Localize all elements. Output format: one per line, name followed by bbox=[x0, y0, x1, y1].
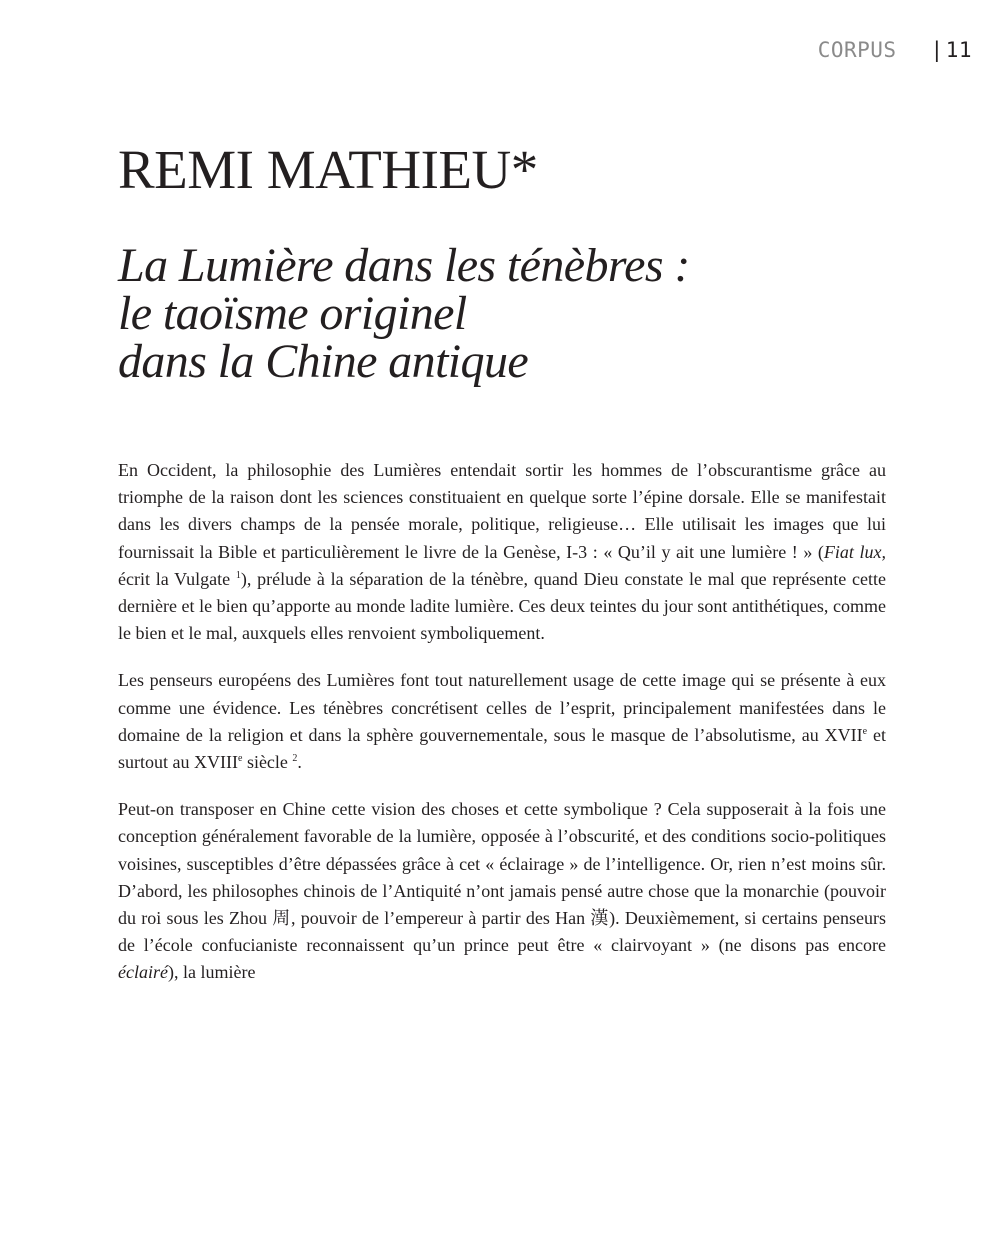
text-run: ), prélude à la séparation de la ténèbre, quand Dieu constate le mal que représente cette dernière et le bien qu’apporte au monde ladite lumière. Ces deux teintes du jour sont antithétiques, comme le bien et le mal, auxquels elles renvoient symboliquement. bbox=[118, 568, 887, 644]
article-author: REMI MATHIEU* bbox=[118, 139, 538, 200]
text-run: . bbox=[297, 752, 302, 773]
century-superscript: e bbox=[862, 725, 868, 737]
paragraph-3 bbox=[118, 796, 886, 986]
italic-phrase: Fiat lux, bbox=[823, 541, 886, 562]
paragraph-1 bbox=[118, 457, 886, 647]
text-run: et surtout au XVIII bbox=[118, 724, 886, 773]
text-run: siècle bbox=[242, 752, 293, 773]
running-head bbox=[818, 38, 972, 62]
paragraph-2 bbox=[118, 667, 886, 776]
text-run: En Occident, la philosophie des Lumières entendait sortir les hommes de l’obscurantisme grâce au triomphe de la raison dont les sciences constituaient en quelque sorte l’épine dorsale. Elle se manifestait dans les divers champs de la pensée morale, politique, religieuse… Elle utilisait les images que lui fournissait la Bible et particulièrement le livre de la Genèse, I-3 : « Qu’il y ait une lumière ! » ( bbox=[118, 460, 886, 562]
article-title bbox=[118, 239, 690, 388]
text-run: Les penseurs européens des Lumières font tout naturellement usage de cette image qui se présente à eux comme une évidence. Les ténèbres concrétisent celles de l’esprit, principalement manifestées dans le domaine de la religion et dans la sphère gouvernementale, sous le masque de l’absolutisme, au XVII bbox=[118, 670, 886, 745]
page-number: 11 bbox=[945, 38, 972, 62]
text-run: écrit la Vulgate bbox=[118, 568, 236, 589]
century-superscript: e bbox=[237, 753, 243, 765]
footnote-ref-1[interactable]: 1 bbox=[235, 569, 241, 581]
article-body bbox=[118, 457, 886, 1007]
running-head-section: CORPUS bbox=[817, 38, 897, 62]
italic-phrase: éclairé bbox=[118, 962, 168, 983]
text-run: ), la lumière bbox=[167, 962, 256, 983]
footnote-ref-2[interactable]: 2 bbox=[292, 753, 298, 765]
title-line: le taoïsme originel bbox=[118, 287, 467, 340]
title-line: La Lumière dans les ténèbres : bbox=[118, 239, 690, 292]
running-head-separator: | bbox=[930, 38, 944, 62]
text-run: Peut-on transposer en Chine cette vision des choses et cette symbolique ? Cela supposerait à la fois une conception généralement favorable de la lumière, opposée à l’obscurité, et des conditions socio-politiques voisines, susceptibles d’être dépassées grâce à cet « éclairage » de l’intelligence. Or, rien n’est moins sûr. D’abord, les philosophes chinois de l’Antiquité n’ont jamais pensé autre chose que la monarchie (pouvoir du roi sous les Zhou 周, pouvoir de l’empereur à partir des Han 漢). Deuxièmement, si certains penseurs de l’école confucianiste reconnaissent qu’un prince peut être « clairvoyant » (ne disons pas encore bbox=[118, 799, 886, 956]
title-line: dans la Chine antique bbox=[118, 335, 529, 388]
